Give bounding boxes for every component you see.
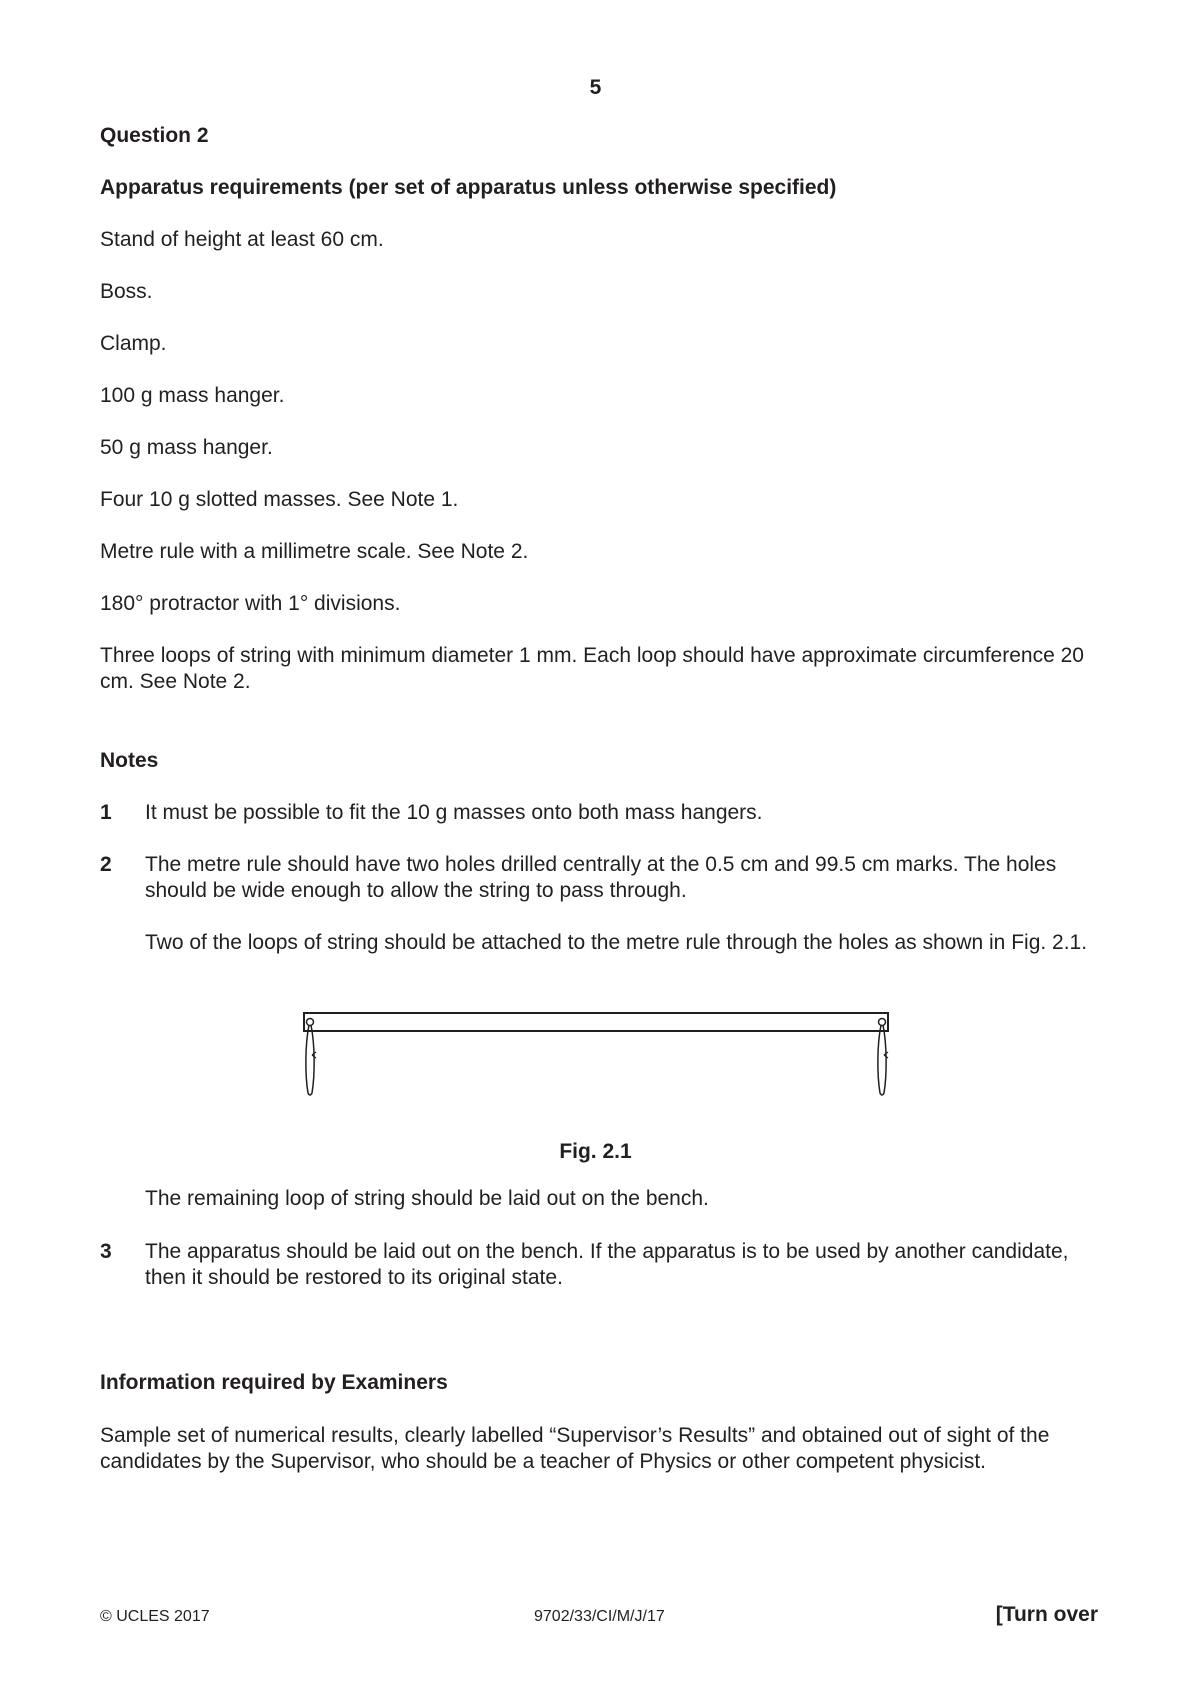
- note-number: 3: [100, 1240, 112, 1263]
- note-text: The apparatus should be laid out on the bench. If the apparatus is to be used by another candidate, then it should be restored to its original state.: [145, 1240, 1069, 1289]
- hole-left: [307, 1019, 314, 1026]
- examiners-heading: Information required by Examiners: [100, 1371, 448, 1394]
- footer-copyright: © UCLES 2017: [100, 1608, 210, 1625]
- string-loop-right: [878, 1025, 886, 1095]
- note-text: The remaining loop of string should be laid out on the bench.: [145, 1187, 709, 1210]
- apparatus-item: Boss.: [100, 280, 153, 303]
- apparatus-item: Clamp.: [100, 332, 167, 355]
- metre-rule-figure: [290, 1005, 900, 1115]
- apparatus-item: 50 g mass hanger.: [100, 436, 273, 459]
- page-number: 5: [589, 76, 602, 99]
- question-title: Question 2: [100, 124, 209, 147]
- notes-heading: Notes: [100, 749, 159, 772]
- apparatus-item: Metre rule with a millimetre scale. See Note 2.: [100, 540, 529, 563]
- footer-code: 9702/33/CI/M/J/17: [534, 1608, 665, 1625]
- apparatus-item: Stand of height at least 60 cm.: [100, 228, 384, 251]
- apparatus-heading: Apparatus requirements (per set of apparatus unless otherwise specified): [100, 176, 837, 199]
- apparatus-item: 180° protractor with 1° divisions.: [100, 592, 401, 615]
- figure-caption: Fig. 2.1: [559, 1140, 632, 1163]
- examiners-text: Sample set of numerical results, clearly labelled “Supervisor’s Results” and obtained out of sight of the candidates by the Supervisor, who should be a teacher of Physics or other competent physicist.: [100, 1424, 1050, 1473]
- hole-right: [879, 1019, 886, 1026]
- note-text: Two of the loops of string should be attached to the metre rule through the holes as shown in Fig. 2.1.: [145, 931, 1088, 954]
- note-text: The metre rule should have two holes drilled centrally at the 0.5 cm and 99.5 cm marks. The holes should be wide enough to allow the string to pass through.: [145, 853, 1057, 902]
- metre-rule: [304, 1013, 888, 1031]
- apparatus-item: 100 g mass hanger.: [100, 384, 285, 407]
- apparatus-item: Four 10 g slotted masses. See Note 1.: [100, 488, 459, 511]
- note-number: 2: [100, 853, 112, 876]
- string-loop-left: [306, 1025, 314, 1095]
- note-number: 1: [100, 801, 112, 824]
- turn-over-label: [Turn over: [995, 1603, 1098, 1626]
- note-text: It must be possible to fit the 10 g masses onto both mass hangers.: [145, 801, 763, 824]
- apparatus-item: Three loops of string with minimum diameter 1 mm. Each loop should have approximate circumference 20 cm. See Note 2.: [100, 644, 1084, 693]
